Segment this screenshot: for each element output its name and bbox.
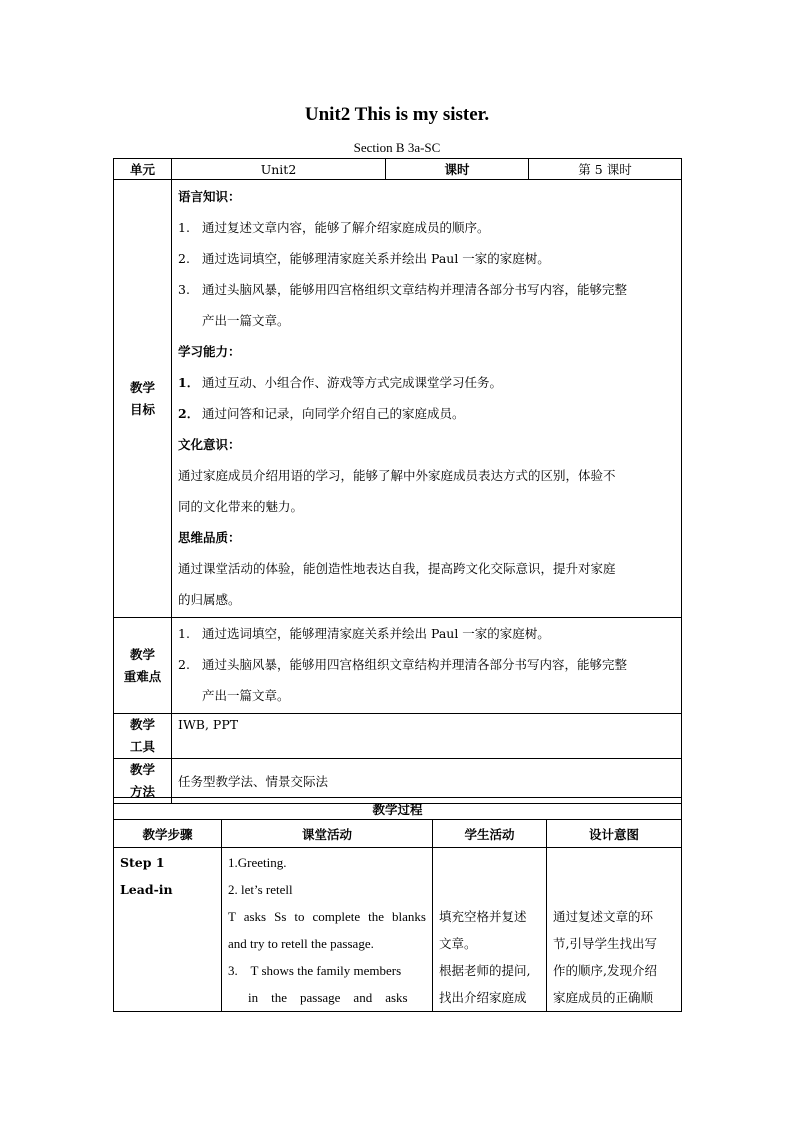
ability-item-1: 1． 通过互动、小组合作、游戏等方式完成课堂学习任务。 — [178, 375, 503, 390]
col-design: 设计意图 — [547, 820, 682, 848]
activity-line-4: and try to retell the passage. — [228, 936, 374, 951]
unit-label: 单元 — [114, 159, 172, 180]
ability-item-2: 2． 通过问答和记录，向同学介绍自己的家庭成员。 — [178, 406, 465, 421]
activity-line-6: in the passage and asks — [248, 990, 408, 1005]
step1-cell — [114, 848, 222, 1012]
step1-student — [433, 848, 547, 1012]
thinking-heading: 思维品质： — [178, 530, 241, 545]
thinking-text-line2: 的归属感。 — [178, 592, 241, 607]
col-student: 学生活动 — [433, 820, 547, 848]
lesson-plan-table — [113, 158, 682, 804]
unit-value: Unit2 — [172, 159, 386, 180]
key-point-2: 2. 通过头脑风暴，能够用四宫格组织文章结构并理清各部分书写内容，能够完整 — [178, 657, 628, 672]
objectives-label-line1: 教学 — [129, 379, 155, 395]
language-item-3: 3. 通过头脑风暴，能够用四宫格组织文章结构并理清各部分书写内容，能够完整 — [178, 282, 628, 297]
process-heading-row — [114, 798, 682, 820]
key-points-row — [114, 618, 682, 714]
methods-label-line1: 教学 — [129, 762, 155, 777]
document-subtitle: Section B 3a-SC — [353, 140, 441, 155]
design-line-3: 作的顺序,发现介绍 — [553, 963, 657, 978]
design-line-1: 通过复述文章的环 — [553, 909, 654, 924]
period-label: 课时 — [386, 159, 529, 180]
culture-text-line1: 通过家庭成员介绍用语的学习，能够了解中外家庭成员表达方式的区别，体验不 — [178, 468, 616, 483]
step1-row — [114, 848, 682, 1012]
activity-line-1: 1.Greeting. — [228, 855, 287, 870]
student-line-4: 找出介绍家庭成 — [439, 990, 527, 1005]
objectives-label-line2: 目标 — [129, 401, 155, 417]
tools-row — [114, 714, 682, 759]
col-activity: 课堂活动 — [222, 820, 433, 848]
key-points-label-line2: 重难点 — [123, 668, 162, 684]
student-line-3: 根据老师的提问, — [439, 963, 531, 978]
key-points-label-line1: 教学 — [129, 646, 155, 662]
key-point-1: 1. 通过选词填空，能够理清家庭关系并绘出 Paul 一家的家庭树。 — [178, 626, 550, 641]
activity-line-3: T asks Ss to complete the blanks — [228, 909, 426, 924]
language-item-2: 2. 通过选词填空，能够理清家庭关系并绘出 Paul 一家的家庭树。 — [178, 251, 550, 266]
language-item-3-cont: 产出一篇文章。 — [202, 313, 290, 328]
methods-label-line2: 方法 — [129, 784, 155, 799]
process-heading: 教学过程 — [114, 798, 682, 820]
step1-title: Lead-in — [120, 882, 173, 897]
student-line-1: 填充空格并复述 — [439, 909, 527, 924]
ability-heading: 学习能力： — [178, 344, 241, 359]
activity-line-5: 3. T shows the family members — [228, 963, 402, 978]
culture-text-line2: 同的文化带来的魅力。 — [178, 499, 304, 514]
methods-value: 任务型教学法、情景交际法 — [172, 759, 682, 804]
col-step: 教学步骤 — [114, 820, 222, 848]
activity-line-2: 2. let’s retell — [228, 882, 293, 897]
info-row — [114, 159, 682, 180]
language-heading: 语言知识： — [178, 189, 241, 204]
culture-heading: 文化意识： — [178, 437, 241, 452]
objectives-label — [114, 180, 172, 618]
thinking-text-line1: 通过课堂活动的体验，能创造性地表达自我，提高跨文化交际意识，提升对家庭 — [178, 561, 616, 576]
step1-design — [547, 848, 682, 1012]
document-title: Unit2 This is my sister. — [304, 104, 490, 125]
tools-label — [114, 714, 172, 759]
tools-value: IWB, PPT — [172, 714, 682, 759]
tools-label-line2: 工具 — [129, 739, 155, 754]
language-item-1: 1. 通过复述文章内容，能够了解介绍家庭成员的顺序。 — [178, 220, 490, 235]
design-line-4: 家庭成员的正确顺 — [553, 990, 654, 1005]
key-point-2-cont: 产出一篇文章。 — [202, 688, 290, 703]
objectives-content — [172, 180, 682, 618]
period-value: 第 5 课时 — [529, 159, 682, 180]
key-points-content — [172, 618, 682, 714]
design-line-2: 节,引导学生找出写 — [553, 936, 657, 951]
key-points-label — [114, 618, 172, 714]
process-table — [113, 797, 682, 1012]
student-line-2: 文章。 — [439, 936, 477, 951]
step1-number: Step 1 — [120, 855, 165, 870]
step1-activity — [222, 848, 433, 1012]
objectives-row — [114, 180, 682, 618]
process-columns-row — [114, 820, 682, 848]
tools-label-line1: 教学 — [129, 717, 155, 732]
